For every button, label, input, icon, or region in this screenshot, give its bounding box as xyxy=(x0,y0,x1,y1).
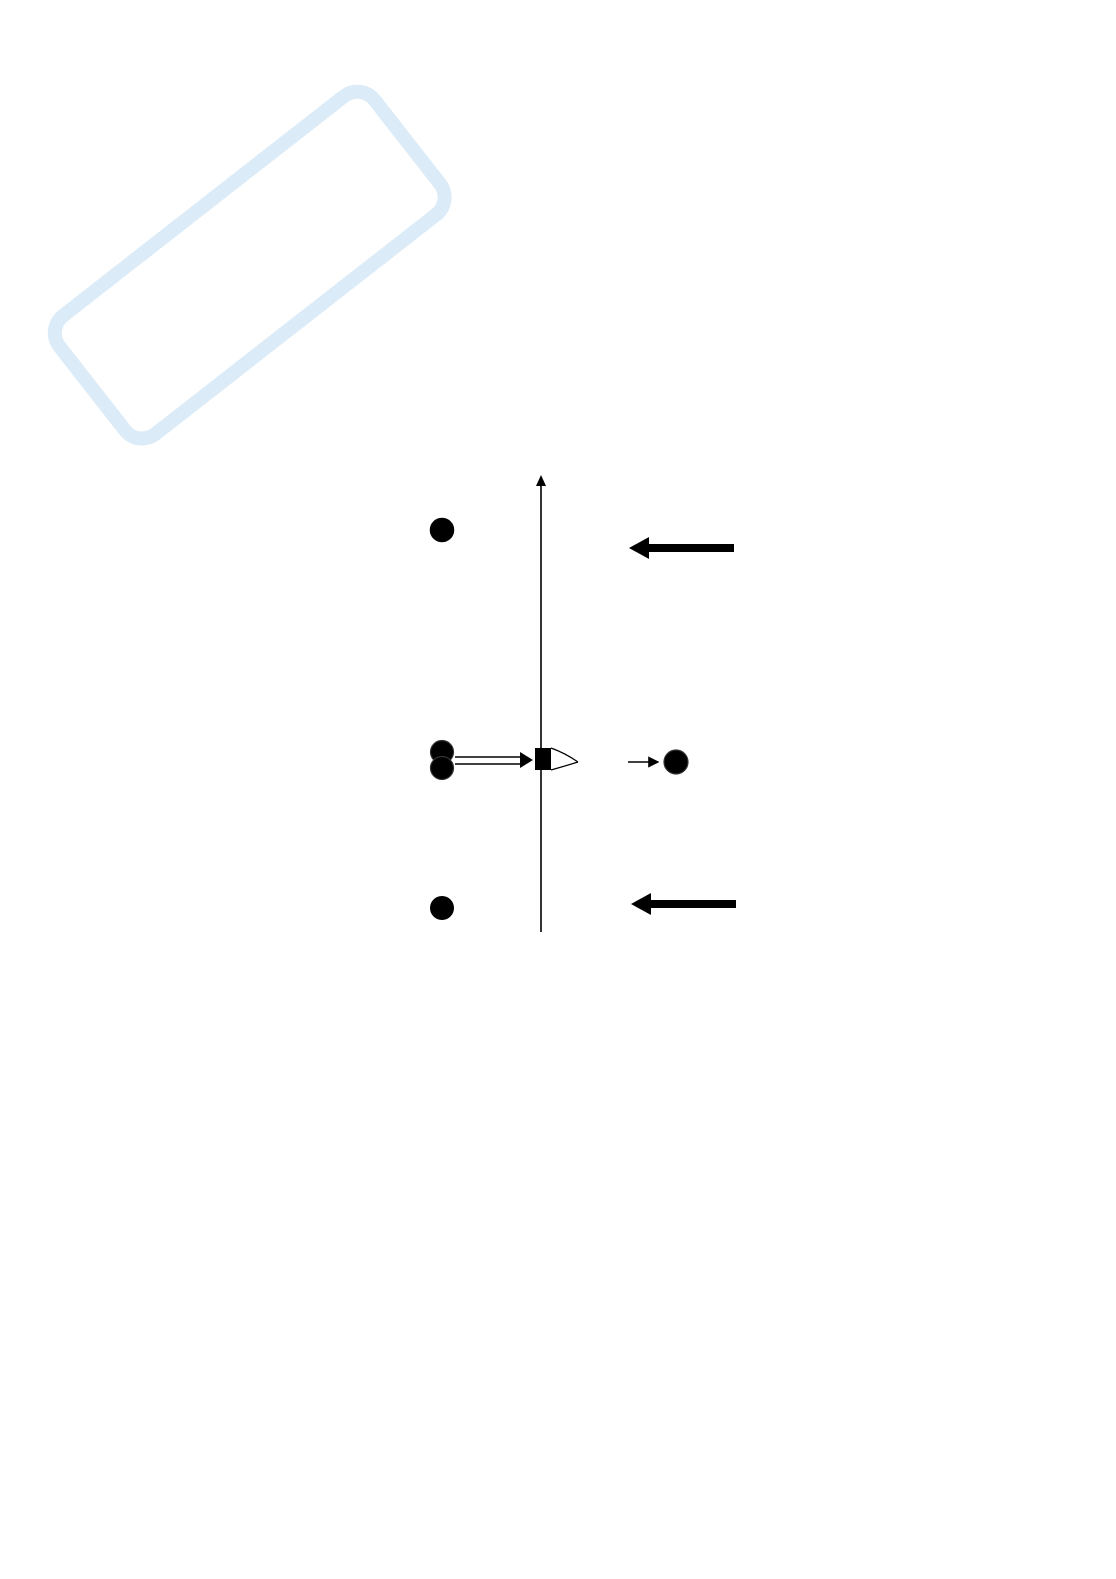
zero-arrowhead xyxy=(631,893,651,915)
interval-bracket xyxy=(551,748,578,770)
axis-arrowhead xyxy=(536,475,546,486)
zero-arrow-shaft xyxy=(649,900,736,908)
input-arrowhead xyxy=(520,752,533,768)
highlight-interval xyxy=(535,748,551,770)
max-arrow-shaft xyxy=(647,544,734,552)
watermark-frame xyxy=(46,83,454,447)
white-dot xyxy=(431,519,454,542)
max-arrowhead xyxy=(629,537,649,559)
black-dot xyxy=(430,896,454,920)
watermark-logo xyxy=(20,40,490,520)
result-gray-dot xyxy=(664,750,688,774)
figure-drawing xyxy=(400,470,940,970)
dark-gray-dot xyxy=(431,757,454,780)
grayscale-figure xyxy=(400,470,940,970)
